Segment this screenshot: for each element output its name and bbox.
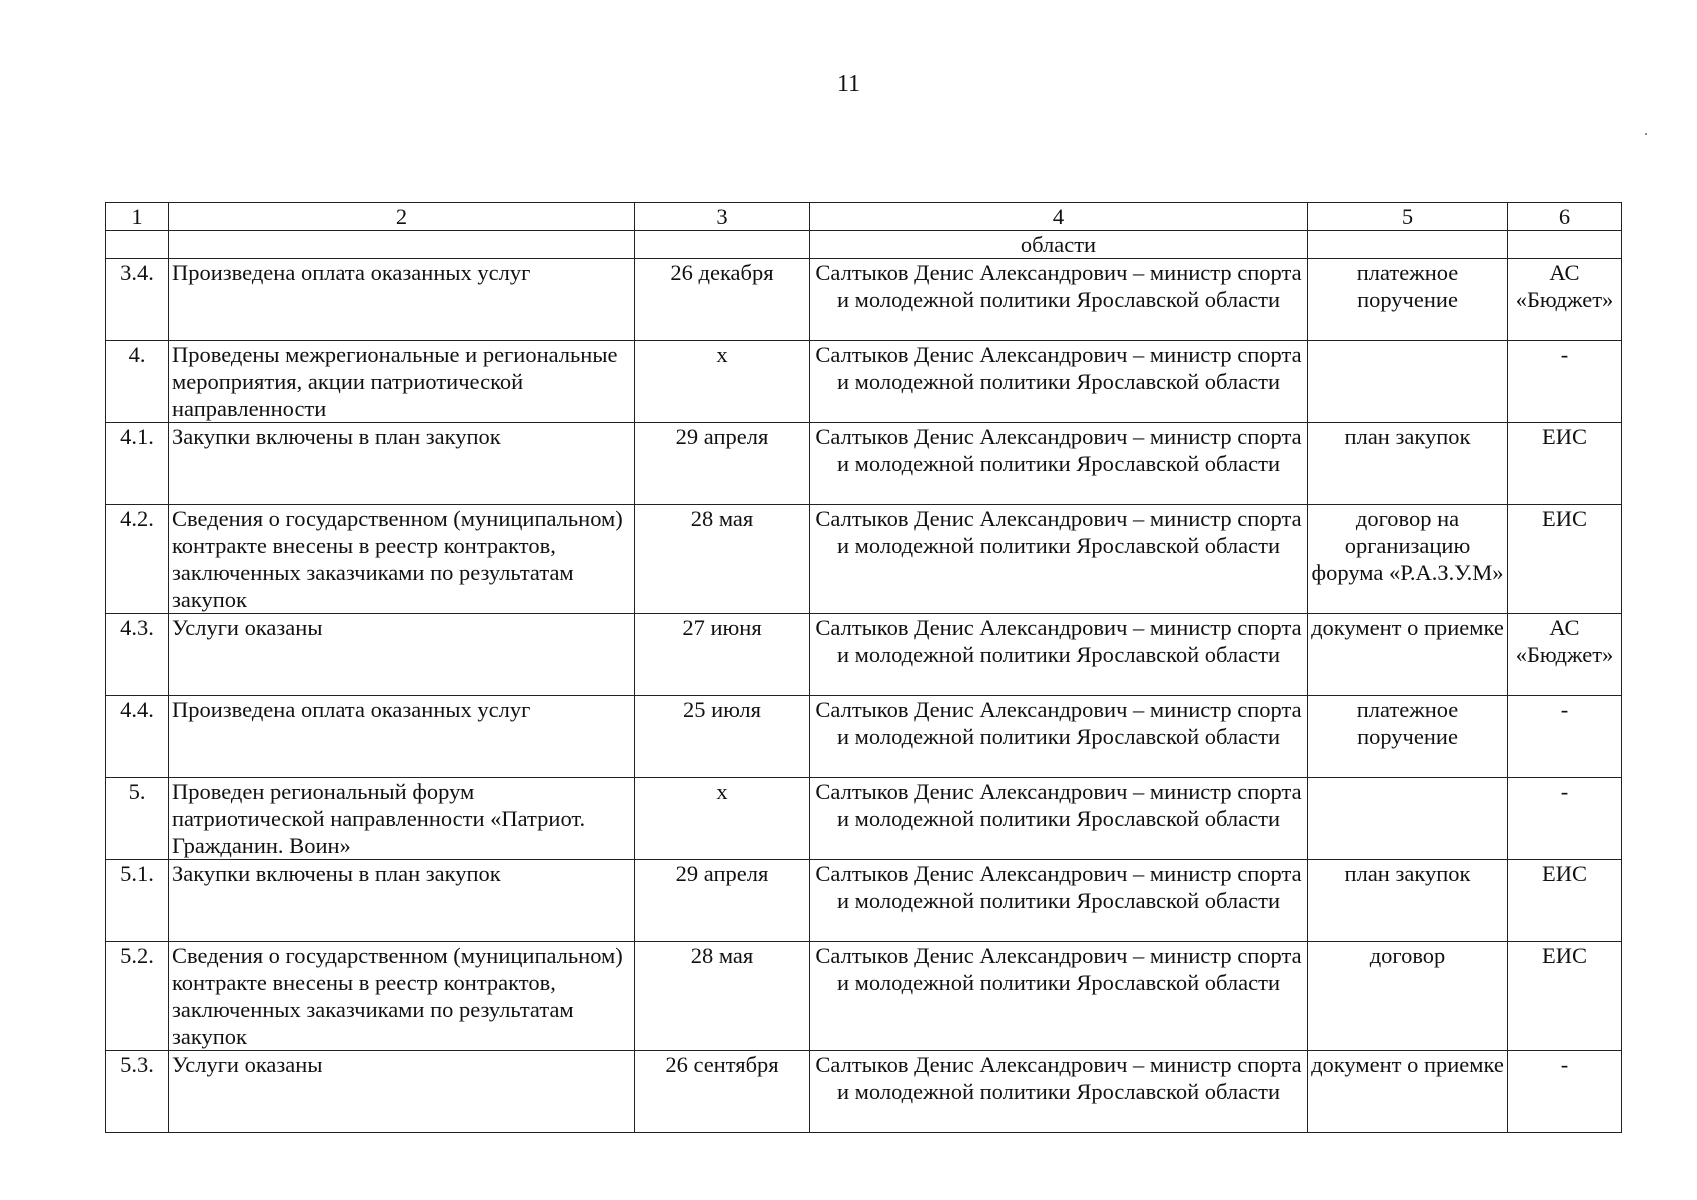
table-row (106, 1051, 1622, 1133)
responsible-person-cell: Салтыков Денис Александрович – министр спорта и молодежной политики Ярославской области (810, 1051, 1308, 1133)
document-type-cell: план закупок (1308, 860, 1508, 942)
due-date-cell (635, 231, 810, 259)
info-system-cell: АС «Бюджет» (1508, 259, 1622, 341)
item-number-cell: 4.3. (106, 614, 169, 696)
table-row (106, 860, 1622, 942)
document-type-cell: договор на организацию форума «Р.А.З.У.М» (1308, 505, 1508, 614)
event-name-cell: Услуги оказаны (169, 1051, 635, 1133)
due-date-cell: 27 июня (635, 614, 810, 696)
item-number-cell: 4.1. (106, 423, 169, 505)
document-type-cell (1308, 778, 1508, 860)
table-row (106, 423, 1622, 505)
document-type-cell: платежное поручение (1308, 696, 1508, 778)
due-date-cell: 28 мая (635, 942, 810, 1051)
info-system-cell: ЕИС (1508, 942, 1622, 1051)
info-system-cell: - (1508, 341, 1622, 423)
due-date-cell: х (635, 341, 810, 423)
column-number-cell: 5 (1308, 203, 1508, 231)
table-row (106, 614, 1622, 696)
page-number: 11 (836, 71, 861, 97)
info-system-cell: АС «Бюджет» (1508, 614, 1622, 696)
document-type-cell (1308, 341, 1508, 423)
event-name-cell: Сведения о государственном (муниципальном) контракте внесены в реестр контрактов, заключенных заказчиками по результатам закупок (169, 942, 635, 1051)
responsible-person-cell: Салтыков Денис Александрович – министр спорта и молодежной политики Ярославской области (810, 696, 1308, 778)
column-number-cell: 1 (106, 203, 169, 231)
item-number-cell: 4.2. (106, 505, 169, 614)
table-row (106, 942, 1622, 1051)
event-name-cell (169, 231, 635, 259)
plan-table (105, 202, 1622, 1133)
plan-table-body (106, 203, 1622, 1133)
table-row (106, 259, 1622, 341)
due-date-cell: 26 декабря (635, 259, 810, 341)
document-type-cell: план закупок (1308, 423, 1508, 505)
item-number-cell: 4. (106, 341, 169, 423)
event-name-cell: Проведены межрегиональные и региональные мероприятия, акции патриотической направленности (169, 341, 635, 423)
event-name-cell: Закупки включены в план закупок (169, 423, 635, 505)
document-type-cell (1308, 231, 1508, 259)
document-type-cell: договор (1308, 942, 1508, 1051)
item-number-cell: 5.3. (106, 1051, 169, 1133)
info-system-cell: ЕИС (1508, 860, 1622, 942)
table-row (106, 505, 1622, 614)
column-number-cell: 3 (635, 203, 810, 231)
column-number-row (106, 203, 1622, 231)
responsible-person-cell: Салтыков Денис Александрович – министр спорта и молодежной политики Ярославской области (810, 341, 1308, 423)
info-system-cell: - (1508, 696, 1622, 778)
info-system-cell: - (1508, 778, 1622, 860)
info-system-cell: ЕИС (1508, 505, 1622, 614)
scan-speck (1645, 133, 1647, 135)
column-number-cell: 4 (810, 203, 1308, 231)
item-number-cell (106, 231, 169, 259)
info-system-cell: - (1508, 1051, 1622, 1133)
due-date-cell: 29 апреля (635, 423, 810, 505)
info-system-cell: ЕИС (1508, 423, 1622, 505)
table-row (106, 341, 1622, 423)
responsible-person-cell: области (810, 231, 1308, 259)
event-name-cell: Закупки включены в план закупок (169, 860, 635, 942)
responsible-person-cell: Салтыков Денис Александрович – министр спорта и молодежной политики Ярославской области (810, 614, 1308, 696)
due-date-cell: х (635, 778, 810, 860)
responsible-person-cell: Салтыков Денис Александрович – министр спорта и молодежной политики Ярославской области (810, 860, 1308, 942)
item-number-cell: 3.4. (106, 259, 169, 341)
event-name-cell: Услуги оказаны (169, 614, 635, 696)
item-number-cell: 5. (106, 778, 169, 860)
info-system-cell (1508, 231, 1622, 259)
document-type-cell: документ о приемке (1308, 1051, 1508, 1133)
due-date-cell: 26 сентября (635, 1051, 810, 1133)
column-number-cell: 2 (169, 203, 635, 231)
item-number-cell: 5.2. (106, 942, 169, 1051)
event-name-cell: Произведена оплата оказанных услуг (169, 696, 635, 778)
responsible-person-cell: Салтыков Денис Александрович – министр спорта и молодежной политики Ярославской области (810, 505, 1308, 614)
responsible-person-cell: Салтыков Денис Александрович – министр спорта и молодежной политики Ярославской области (810, 778, 1308, 860)
responsible-person-cell: Салтыков Денис Александрович – министр спорта и молодежной политики Ярославской области (810, 423, 1308, 505)
column-number-cell: 6 (1508, 203, 1622, 231)
due-date-cell: 28 мая (635, 505, 810, 614)
table-row (106, 778, 1622, 860)
document-type-cell: документ о приемке (1308, 614, 1508, 696)
event-name-cell: Проведен региональный форум патриотической направленности «Патриот. Гражданин. Воин» (169, 778, 635, 860)
item-number-cell: 4.4. (106, 696, 169, 778)
table-row (106, 696, 1622, 778)
due-date-cell: 29 апреля (635, 860, 810, 942)
due-date-cell: 25 июля (635, 696, 810, 778)
item-number-cell: 5.1. (106, 860, 169, 942)
responsible-person-cell: Салтыков Денис Александрович – министр спорта и молодежной политики Ярославской области (810, 942, 1308, 1051)
continuation-row (106, 231, 1622, 259)
responsible-person-cell: Салтыков Денис Александрович – министр спорта и молодежной политики Ярославской области (810, 259, 1308, 341)
event-name-cell: Сведения о государственном (муниципальном) контракте внесены в реестр контрактов, заключенных заказчиками по результатам закупок (169, 505, 635, 614)
event-name-cell: Произведена оплата оказанных услуг (169, 259, 635, 341)
document-type-cell: платежное поручение (1308, 259, 1508, 341)
